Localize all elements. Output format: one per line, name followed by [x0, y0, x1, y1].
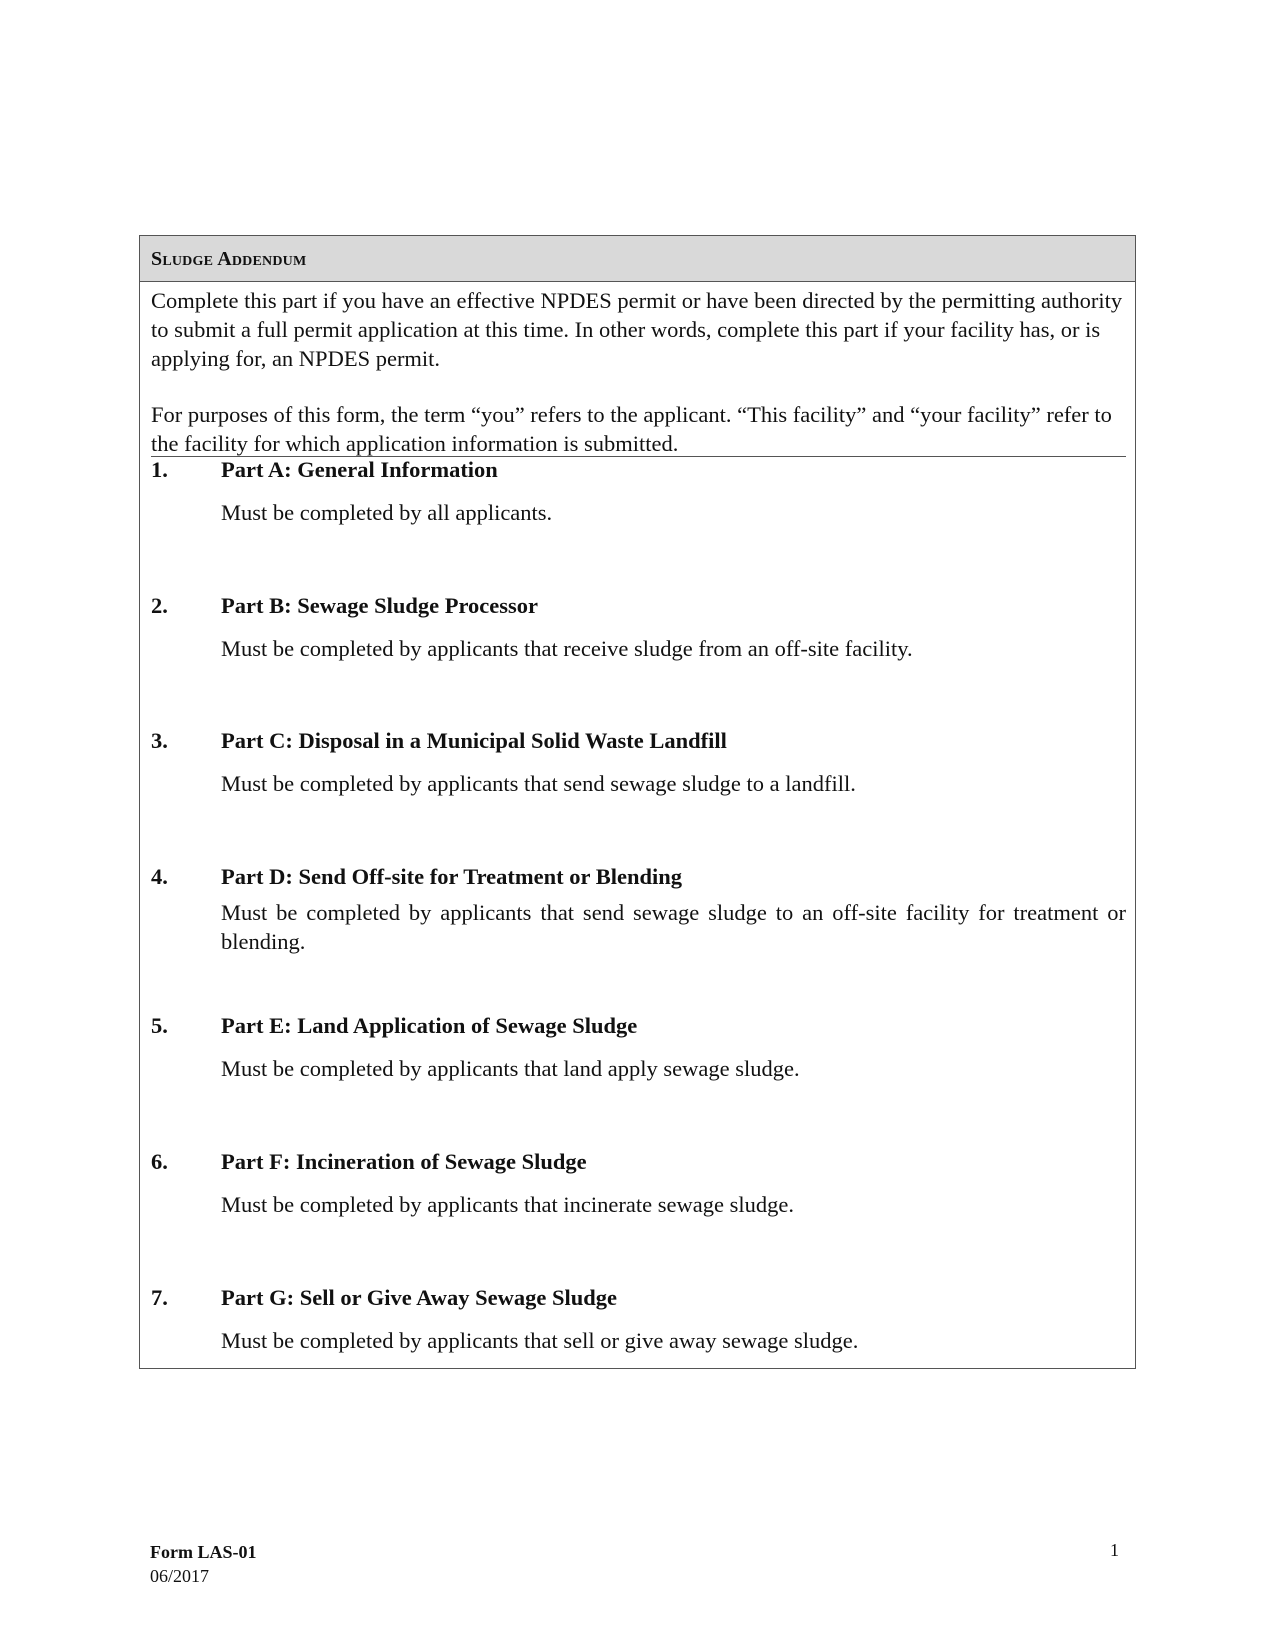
page-number: 1	[1110, 1540, 1119, 1560]
item-description: Must be completed by applicants that incinerate sewage sludge.	[221, 1192, 794, 1217]
item-title: Part G: Sell or Give Away Sewage Sludge	[221, 1285, 618, 1310]
item-number: 3.	[151, 728, 168, 753]
item-title: Part B: Sewage Sludge Processor	[221, 593, 539, 618]
item-number: 5.	[151, 1013, 168, 1038]
item-title: Part F: Incineration of Sewage Sludge	[221, 1149, 587, 1174]
item-description: Must be completed by applicants that sell or give away sewage sludge.	[221, 1328, 859, 1353]
item-description: Must be completed by applicants that receive sludge from an off-site facility.	[221, 636, 913, 661]
sludge-addendum-box	[139, 235, 1136, 1369]
item-title: Part C: Disposal in a Municipal Solid Waste Landfill	[221, 728, 727, 753]
item-number: 7.	[151, 1285, 168, 1310]
intro-paragraph-1: Complete this part if you have an effective NPDES permit or have been directed by the permitting authority to submit a full permit application at this time. In other words, complete this part if your facility has, or is applying for, an NPDES permit.	[151, 288, 1123, 371]
item-title: Part D: Send Off-site for Treatment or Blending	[221, 864, 682, 889]
item-description: Must be completed by applicants that send sewage sludge to a landfill.	[221, 771, 856, 796]
addendum-title: Sludge Addendum	[151, 248, 307, 270]
item-number: 2.	[151, 593, 168, 618]
item-description: Must be completed by all applicants.	[221, 500, 553, 525]
item-description: Must be completed by applicants that land apply sewage sludge.	[221, 1056, 800, 1081]
form-name: Form LAS-01	[150, 1542, 257, 1562]
item-description: Must be completed by applicants that send sewage sludge to an off-site facility for treatment or blending.	[221, 900, 1126, 954]
addendum-header	[140, 236, 1135, 282]
item-number: 4.	[151, 864, 168, 889]
item-number: 6.	[151, 1149, 168, 1174]
intro-paragraph-2: For purposes of this form, the term “you” refers to the applicant. “This facility” and “your facility” refer to the facility for which application information is submitted.	[151, 402, 1112, 456]
page-footer	[150, 1540, 257, 1588]
addendum-intro	[151, 282, 1126, 457]
form-date: 06/2017	[150, 1566, 210, 1586]
item-number: 1.	[151, 457, 168, 482]
item-title: Part E: Land Application of Sewage Sludge	[221, 1013, 638, 1038]
item-title: Part A: General Information	[221, 457, 498, 482]
